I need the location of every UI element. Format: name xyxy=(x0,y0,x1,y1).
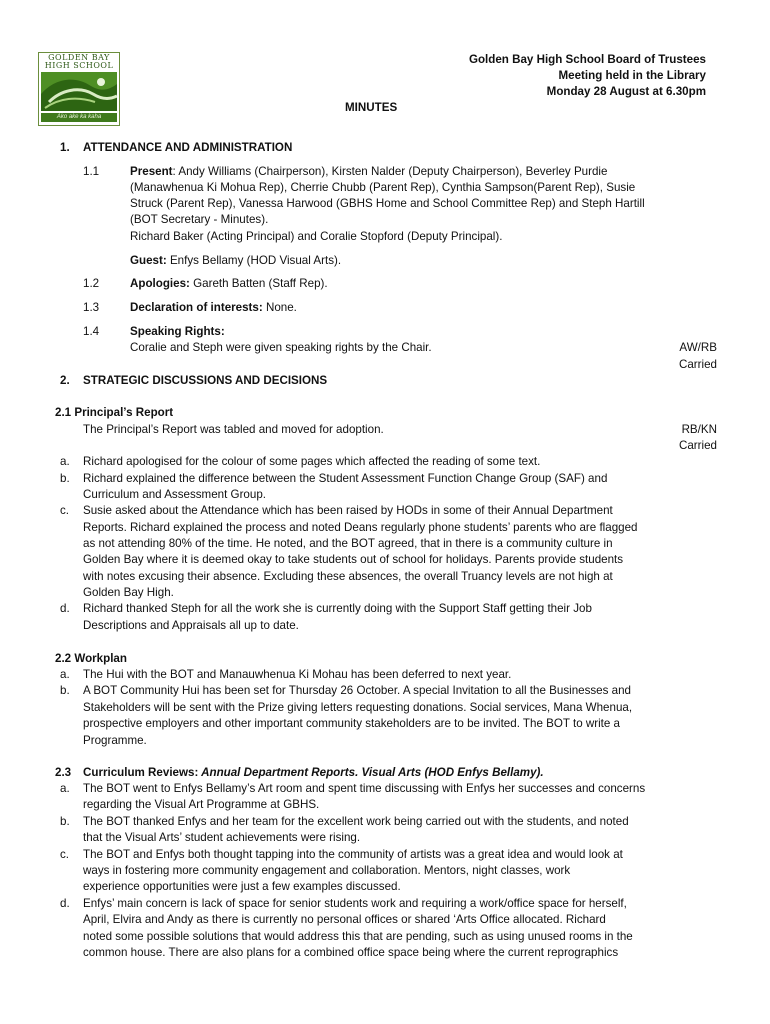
list-item-line: Richard apologised for the colour of some pages which affected the reading of some text. xyxy=(83,455,541,468)
list-item-line: Programme. xyxy=(83,734,147,747)
curriculum-label: Curriculum Reviews: xyxy=(83,766,199,779)
list-item-line: as not attending 80% of the time. He noted, and the BOT agreed, that in there is a community culture in xyxy=(83,537,613,550)
list-item-line: April, Elvira and Andy as there is currently no personal offices or shared ‘Arts Office allocated. Richard xyxy=(83,913,606,926)
list-item-line: noted some possible solutions that would address this that are pending, such as using unused rooms in the xyxy=(83,930,633,943)
present-line-4: (BOT Secretary - Minutes). xyxy=(130,213,269,226)
logo-landscape-icon xyxy=(41,72,117,111)
section-2-title: STRATEGIC DISCUSSIONS AND DECISIONS xyxy=(83,374,328,387)
header-venue: Meeting held in the Library xyxy=(558,69,706,82)
logo-motto: Ako ake ka kaha xyxy=(41,113,117,122)
list-item-line: regarding the Visual Art Programme at GBHS. xyxy=(83,798,320,811)
principal-report-mover: RB/KN xyxy=(681,423,717,436)
list-item-letter: c. xyxy=(60,848,70,861)
item-1-3-number: 1.3 xyxy=(83,301,100,314)
present-line-5: Richard Baker (Acting Principal) and Coralie Stopford (Deputy Principal). xyxy=(130,230,503,243)
list-item-line: with notes excusing their absence. Excluding these absences, the overall Truancy levels are not high at xyxy=(83,570,613,583)
list-item-letter: b. xyxy=(60,472,70,485)
logo-title xyxy=(39,54,119,70)
list-item-line: common house. There are also plans for a combined office space being where the current reprographics xyxy=(83,946,619,959)
list-item-line: Descriptions and Appraisals all up to date. xyxy=(83,619,299,632)
present-line-3: Struck (Parent Rep), Vanessa Harwood (GBHS Home and School Committee Rep) and Steph Hartill xyxy=(130,197,645,210)
school-logo xyxy=(38,52,120,126)
logo-line-1: GOLDEN BAY xyxy=(48,53,110,62)
section-2-3-number: 2.3 xyxy=(55,766,72,779)
minutes-title: MINUTES xyxy=(345,101,398,114)
speaking-result: Carried xyxy=(678,358,717,371)
list-item-letter: d. xyxy=(60,897,70,910)
item-1-1-number: 1.1 xyxy=(83,165,100,178)
list-item-line: Curriculum and Assessment Group. xyxy=(83,488,266,501)
list-item-line: that the Visual Arts’ student achievements were rising. xyxy=(83,831,361,844)
list-item-line: The Hui with the BOT and Manauwhenua Ki Mohau has been deferred to next year. xyxy=(83,668,512,681)
item-1-4-number: 1.4 xyxy=(83,325,100,338)
list-item-line: Richard explained the difference between the Student Assessment Function Change Group (SAF) and xyxy=(83,472,608,485)
header-board: Golden Bay High School Board of Trustees xyxy=(468,53,706,66)
list-item-line: The BOT went to Enfys Bellamy’s Art room and spent time discussing with Enfys her successes and concerns xyxy=(83,782,646,795)
header-date: Monday 28 August at 6.30pm xyxy=(546,85,706,98)
section-2-3-title xyxy=(83,765,544,781)
curriculum-title-italic: Annual Department Reports. Visual Arts (HOD Enfys Bellamy). xyxy=(198,766,544,779)
list-item-line: prospective employers and other important community stakeholders are to be invited. The BOT to write a xyxy=(83,717,621,730)
speaking-text: Coralie and Steph were given speaking rights by the Chair. xyxy=(130,341,432,354)
list-item-line: Enfys’ main concern is lack of space for senior students work and requiring a work/office space for herself, xyxy=(83,897,627,910)
list-item-line: Golden Bay High. xyxy=(83,586,174,599)
list-item-line: Susie asked about the Attendance which has been raised by HODs in some of their Annual Department xyxy=(83,504,613,517)
present-label: Present xyxy=(130,165,173,178)
list-item-letter: a. xyxy=(60,782,70,795)
apologies-line: Apologies: Gareth Batten (Staff Rep). xyxy=(130,277,328,290)
principal-report-result: Carried xyxy=(678,439,717,452)
list-item-line: Richard thanked Steph for all the work she is currently doing with the Support Staff getting their Job xyxy=(83,602,592,615)
principal-report-tabled: The Principal’s Report was tabled and moved for adoption. xyxy=(83,423,384,436)
list-item-line: Stakeholders will be sent with the Prize giving letters requesting donations. Social services, Mana Whenua, xyxy=(83,701,633,714)
section-2-1-title: 2.1 Principal’s Report xyxy=(55,406,174,419)
list-item-line: The BOT thanked Enfys and her team for the excellent work being carried out with the students, and noted xyxy=(83,815,629,828)
apologies-label: Apologies: xyxy=(130,277,190,290)
item-1-2-number: 1.2 xyxy=(83,277,100,290)
list-item-line: The BOT and Enfys both thought tapping into the community of artists was a great idea and would look at xyxy=(83,848,623,861)
section-2-2-title: 2.2 Workplan xyxy=(55,652,127,665)
declaration-line: Declaration of interests: None. xyxy=(130,301,297,314)
list-item-line: ways in fostering more community engagement and collaboration. Mentors, night classes, work xyxy=(83,864,571,877)
declaration-label: Declaration of interests: xyxy=(130,301,263,314)
speaking-label: Speaking Rights: xyxy=(130,325,225,338)
speaking-mover: AW/RB xyxy=(679,341,717,354)
list-item-line: experience opportunities were just a few examples discussed. xyxy=(83,880,401,893)
list-item-letter: c. xyxy=(60,504,70,517)
present-line-2: (Manawhenua Ki Mohua Rep), Cherrie Chubb (Parent Rep), Cynthia Sampson(Parent Rep), Susie xyxy=(130,181,636,194)
logo-line-2: HIGH SCHOOL xyxy=(44,61,114,70)
list-item-line: Reports. Richard explained the process and noted Deans regularly phone students’ parents who are flagged xyxy=(83,521,638,534)
list-item-letter: b. xyxy=(60,684,70,697)
section-2-number: 2. xyxy=(60,374,70,387)
list-item-letter: d. xyxy=(60,602,70,615)
list-item-letter: a. xyxy=(60,455,70,468)
guest-label: Guest: xyxy=(130,254,167,267)
list-item-line: A BOT Community Hui has been set for Thursday 26 October. A special Invitation to all the Businesses and xyxy=(83,684,631,697)
list-item-letter: a. xyxy=(60,668,70,681)
list-item-letter: b. xyxy=(60,815,70,828)
section-1-number: 1. xyxy=(60,141,70,154)
present-line-1: Present: Andy Williams (Chairperson), Kirsten Nalder (Deputy Chairperson), Beverley Purdie xyxy=(130,165,608,178)
section-1-title: ATTENDANCE AND ADMINISTRATION xyxy=(83,141,293,154)
guest-line: Guest: Enfys Bellamy (HOD Visual Arts). xyxy=(130,254,342,267)
list-item-line: Golden Bay where it is deemed okay to take students out of school for holidays. Parents provide students xyxy=(83,553,624,566)
